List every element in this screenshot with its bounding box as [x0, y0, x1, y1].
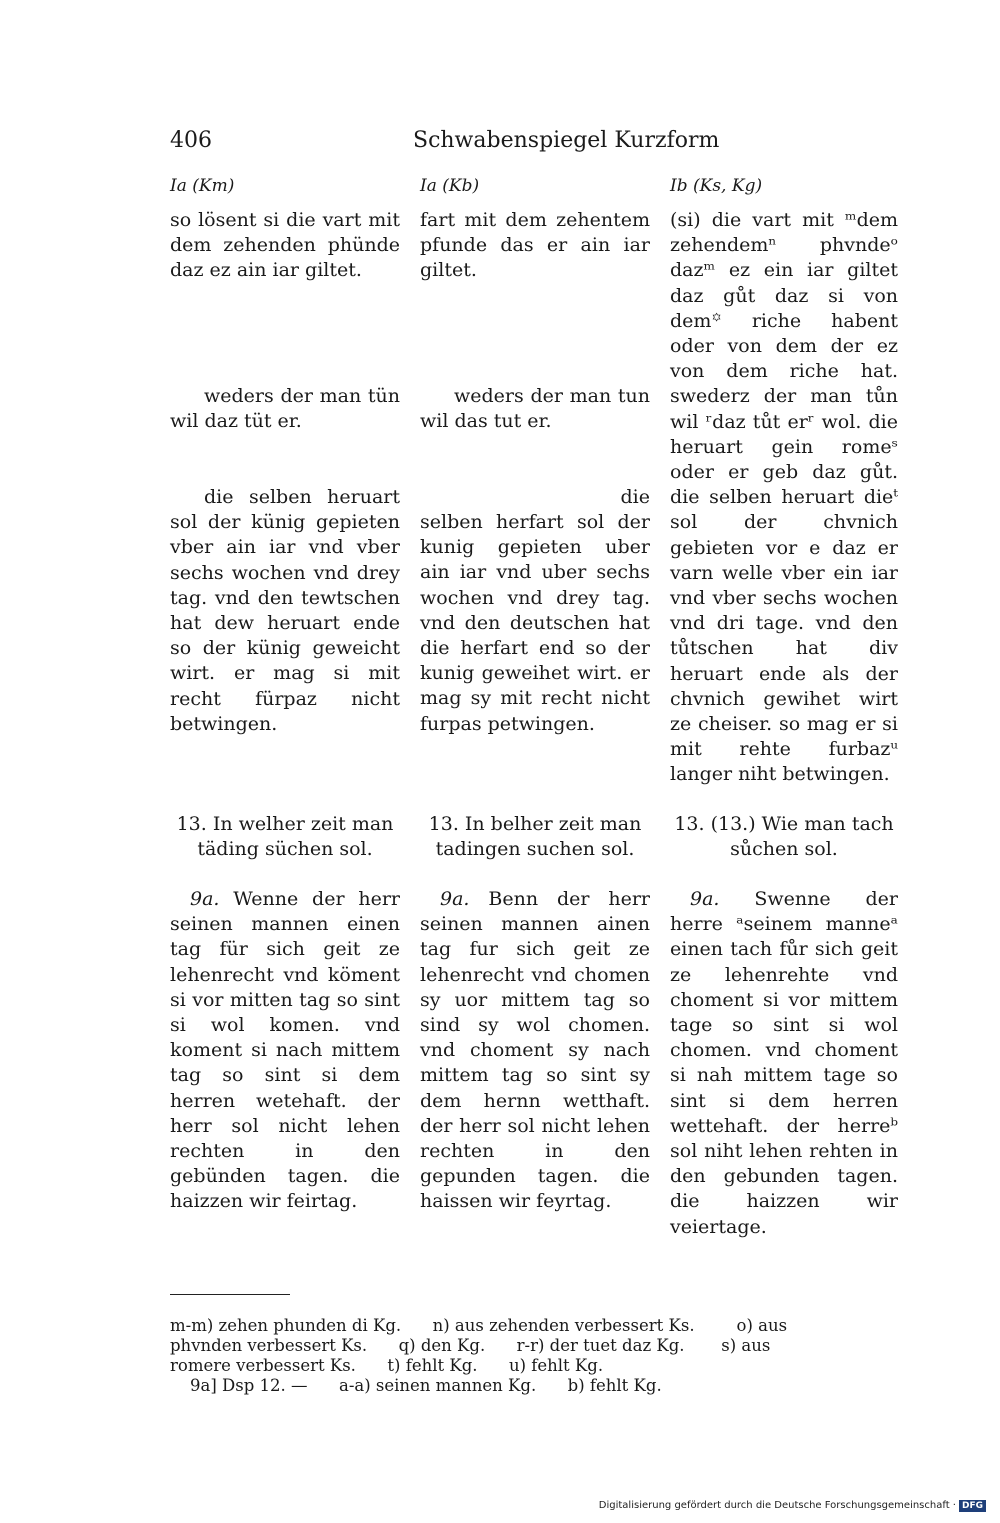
- text-block: die selben heruart sol der künig gepieten vber ain iar vnd vber sechs wochen vnd drey tag. vnd den tewtschen hat dew heruart ende so der künig geweicht wirt. er mag si mit recht fürpaz nicht betwingen.: [170, 486, 400, 735]
- column-siglum: Ia (Km): [170, 176, 235, 196]
- paragraph-text: Benn der herr seinen mannen ainen tag fur sich geit ze lehenrecht vnd chomen sy uor mittem tag so sind sy wol chomen. vnd choment sy nach mittem tag so sint sy dem hernn wetthaft. der herr sol nicht lehen rechten in den gepunden tagen. die haissen wir feyrtag.: [420, 888, 650, 1213]
- text-block: selben herfart sol der kunig gepieten uber ain iar vnd uber sechs wochen vnd drey tag. vnd den deutschen hat die herfart end so der kunig geweihet wirt. er mag sy mit recht nicht furpas petwingen.: [420, 511, 650, 735]
- footnote-line: phvnden verbessert Ks. q) den Kg. r-r) der tuet daz Kg. s) aus: [170, 1336, 771, 1355]
- paragraph-text: Swenne der herre ᵃseinem manneᵃ einen tach fůr sich geit ze lehenrehte vnd choment si vor mittem tage so sint si wol chomen. vnd choment si nah mittem tage so sint si dem herren wettehaft. der herreᵇ sol niht lehen rehten in den gebunden tagen. die haizzen wir veiertage.: [670, 888, 898, 1238]
- footnote-line: m-m) zehen phunden di Kg. n) aus zehenden verbessert Ks. o) aus: [170, 1316, 788, 1335]
- paragraph-label: 9a.: [190, 888, 220, 910]
- text-block: weders der man tün wil daz tüt er.: [170, 385, 400, 433]
- column-siglum: Ia (Kb): [420, 176, 480, 196]
- paragraph: [170, 887, 400, 1215]
- paragraph-text: Wenne der herr seinen mannen einen tag für sich geit ze lehenrecht vnd köment si vor mitten tag so sint si wol komen. vnd koment si nach mittem tag so sint si dem herren wetehaft. der herr sol nicht lehen rechten in den gebünden tagen. die haizzen wir feirtag.: [170, 888, 401, 1213]
- paragraph-label: 9a.: [440, 888, 470, 910]
- paragraph-label: 9a.: [690, 888, 720, 910]
- section-heading: 13. In belher zeit man tadingen suchen sol.: [428, 813, 642, 861]
- page-number: 406: [170, 128, 212, 153]
- section-heading: 13. (13.) Wie man tach sůchen sol.: [674, 813, 894, 861]
- footnote-line: 9a] Dsp 12. — a-a) seinen mannen Kg. b) fehlt Kg.: [190, 1376, 662, 1395]
- digitization-credit: [599, 1500, 986, 1512]
- footnote-rule: [170, 1294, 290, 1295]
- text-block: fart mit dem zehentem pfunde das er ain iar giltet.: [420, 209, 650, 282]
- credit-text: Digitalisierung gefördert durch die Deutsche Forschungsgemeinschaft ·: [598, 1500, 956, 1511]
- column-siglum: Ib (Ks, Kg): [670, 176, 763, 196]
- footnote-line: romere verbessert Ks. t) fehlt Kg. u) fehlt Kg.: [170, 1356, 604, 1375]
- text-block: die: [620, 486, 650, 508]
- text-block: (si) die vart mit ᵐdem zehendemⁿ phvndeᵒ dazᵐ ez ein iar giltet daz gůt daz si von dem꙳ riche habent oder von dem der ez von dem riche hat. swederz der man tůn wil ʳdaz tůt erʳ wol. die heruart gein romeˢ oder er geb daz gůt. die selben heruart dieᵗ sol der chvnich gebieten vor e daz er varn welle vber ein iar vnd vber sechs wochen vnd dri tage. vnd den tůtschen hat div heruart ende als der chvnich gewihet wirt ze cheiser. so mag er si mit rehte furbazᵘ langer niht betwingen.: [670, 209, 898, 786]
- dfg-logo: DFG: [959, 1500, 986, 1512]
- section-heading: 13. In welher zeit man täding süchen sol.: [176, 813, 394, 861]
- paragraph: [670, 887, 898, 1240]
- paragraph: [420, 887, 650, 1215]
- text-block: weders der man tun wil das tut er.: [420, 385, 650, 433]
- running-title: Schwabenspiegel Kurzform: [413, 128, 720, 153]
- text-block: so lösent si die vart mit dem zehenden phünde daz ez ain iar giltet.: [170, 209, 400, 282]
